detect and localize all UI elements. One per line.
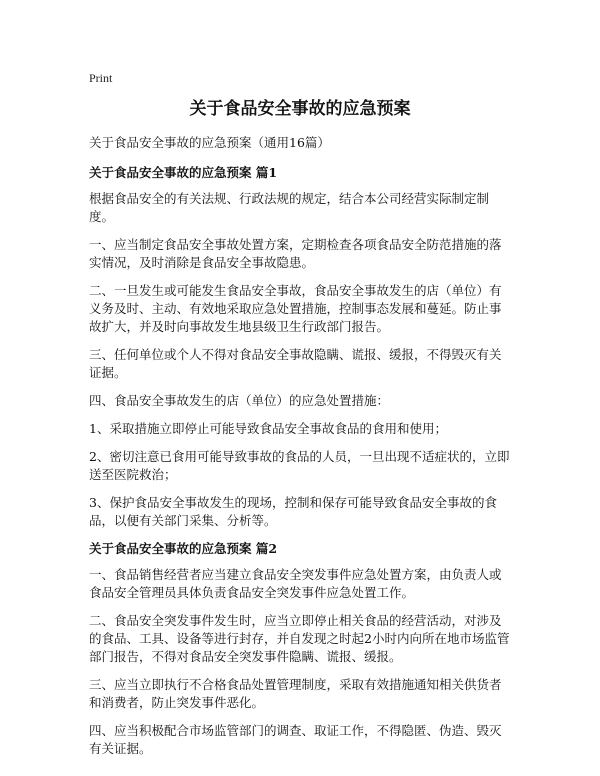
paragraph: 三、任何单位或个人不得对食品安全事故隐瞒、谎报、缓报，不得毁灭有关证据。: [89, 347, 502, 380]
document-title: 关于食品安全事故的应急预案: [189, 99, 411, 119]
paragraph: 3、保护食品安全事故发生的现场，控制和保存可能导致食品安全事故的食品，以便有关部门采集、分析等。: [89, 495, 497, 528]
paragraph: 三、应当立即执行不合格食品处置管理制度，采取有效措施通知相关供货者和消费者，防止突发事件恶化。: [89, 677, 502, 710]
paragraph: 一、食品销售经营者应当建立食品安全突发事件应急处置方案，由负责人或食品安全管理员具体负责食品安全突发事件应急处置工作。: [89, 567, 502, 600]
document-subtitle: 关于食品安全事故的应急预案（通用16篇）: [89, 135, 330, 150]
paragraph: 1、采取措施立即停止可能导致食品安全事故食品的食用和使用；: [89, 421, 447, 436]
paragraph: 根据食品安全的有关法规、行政法规的规定，结合本公司经营实际制定制度。: [89, 191, 490, 224]
paragraph: 四、应当积极配合市场监管部门的调查、取证工作，不得隐匿、伪造、毁灭有关证据。: [89, 723, 502, 756]
paragraph: 2、密切注意已食用可能导致事故的食品的人员，一旦出现不适症状的，立即送至医院救治；: [89, 449, 510, 482]
print-link[interactable]: Print: [89, 71, 113, 85]
paragraph: 四、食品安全事故发生的店（单位）的应急处置措施：: [89, 393, 390, 408]
paragraph: 二、食品安全突发事件发生时，应当立即停止相关食品的经营活动，对涉及的食品、工具、设备等进行封存，并自发现之时起2小时内向所在地市场监管部门报告，不得对食品安全突发事件隐瞒、谎报、缓报。: [89, 613, 510, 664]
paragraph: 二、一旦发生或可能发生食品安全事故，食品安全事故发生的店（单位）有义务及时、主动、有效地采取应急处置措施，控制事态发展和蔓延。防止事故扩大，并及时向事故发生地县级卫生行政部门报告。: [89, 283, 502, 334]
section-heading-2: 关于食品安全事故的应急预案 篇2: [89, 541, 278, 556]
section-heading-1: 关于食品安全事故的应急预案 篇1: [89, 165, 278, 180]
document-body: [89, 134, 513, 768]
paragraph: 一、应当制定食品安全事故处置方案，定期检查各项食品安全防范措施的落实情况，及时消除是食品安全事故隐患。: [89, 237, 502, 270]
